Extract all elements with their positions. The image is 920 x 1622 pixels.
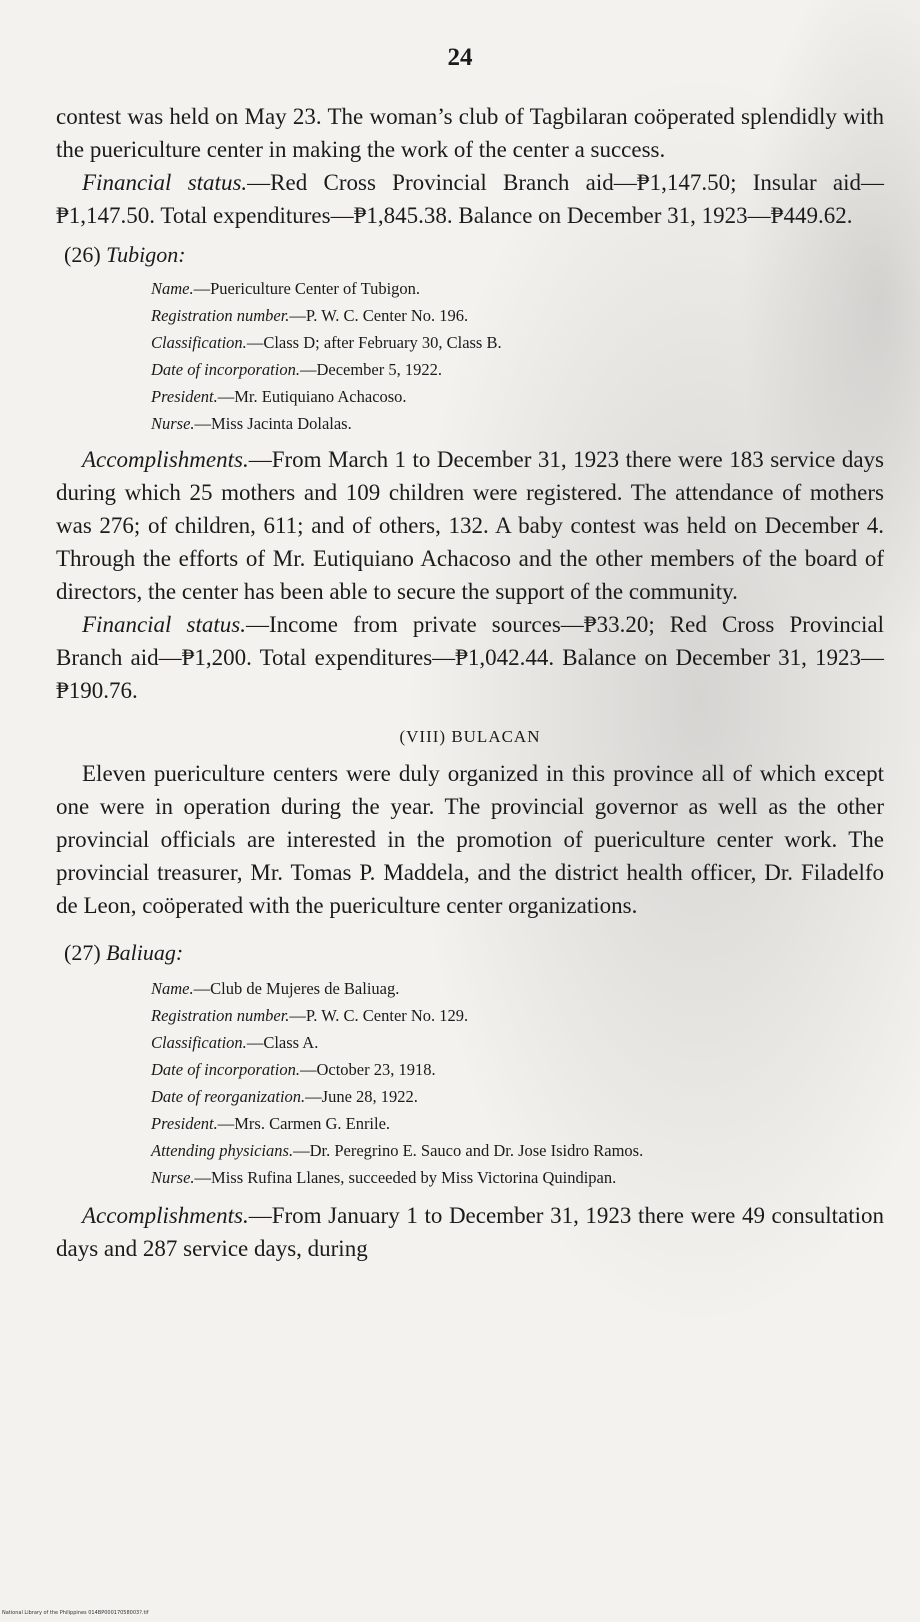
paragraph-financial-status-tagbilaran xyxy=(56,166,884,232)
accomplishments-label: Accomplishments. xyxy=(82,1203,249,1228)
record-field-value: —Dr. Peregrino E. Sauco and Dr. Jose Isidro Ramos. xyxy=(293,1141,644,1160)
section-title-bulacan: (VIII) BULACAN xyxy=(399,727,541,746)
record-field-label: Nurse. xyxy=(151,414,195,433)
record-field xyxy=(151,1002,884,1029)
center-record-baliuag xyxy=(56,975,884,1191)
record-field-label: Classification. xyxy=(151,333,247,352)
accomplishments-text: —From March 1 to December 31, 1923 there were 183 service days during which 25 mothers and 109 children were registered. The attendance of mothers was 276; of children, 611; and of others, 132. A baby contest was held on December 4. Through the efforts of Mr. Eutiquiano Achacoso and the other members of the board of directors, the center has been able to secure the support of the community. xyxy=(56,447,884,604)
record-field-label: Registration number. xyxy=(151,1006,290,1025)
paragraph-accomplishments-tubigon xyxy=(56,443,884,608)
paragraph-continuation: contest was held on May 23. The woman’s club of Tagbilaran coöperated splendidly with the puericulture center in making the work of the center a success. xyxy=(56,104,884,162)
record-field-label: Name. xyxy=(151,979,194,998)
record-field-label: President. xyxy=(151,1114,218,1133)
financial-status-label: Financial status. xyxy=(82,170,248,195)
paragraph-bulacan-intro: Eleven puericulture centers were duly organized in this province all of which except one were in operation during the year. The provincial governor as well as the other provincial officials are interested in the promotion of puericulture center work. The provincial treasurer, Mr. Tomas P. Maddela, and the district health officer, Dr. Filadelfo de Leon, coöperated with the puericulture center organizations. xyxy=(56,761,884,918)
record-field-label: Name. xyxy=(151,279,194,298)
record-field-value: —June 28, 1922. xyxy=(305,1087,418,1106)
record-field-value: —P. W. C. Center No. 129. xyxy=(289,1006,469,1025)
record-field-label: President. xyxy=(151,387,218,406)
center-name: Tubigon: xyxy=(106,242,186,267)
record-field-label: Classification. xyxy=(151,1033,247,1052)
center-number: (26) xyxy=(64,242,101,267)
record-field-label: Date of reorganization. xyxy=(151,1087,306,1106)
financial-status-label: Financial status. xyxy=(82,612,246,637)
record-field-value: —Class D; after February 30, Class B. xyxy=(246,333,502,352)
record-field xyxy=(151,302,884,329)
record-field xyxy=(151,383,884,410)
record-field-value: —Mr. Eutiquiano Achacoso. xyxy=(217,387,407,406)
record-field-value: —Class A. xyxy=(246,1033,319,1052)
record-field-value: —Mrs. Carmen G. Enrile. xyxy=(217,1114,391,1133)
record-field-label: Attending physicians. xyxy=(151,1141,294,1160)
record-field-value: —P. W. C. Center No. 196. xyxy=(289,306,469,325)
paragraph-accomplishments-baliuag xyxy=(56,1199,884,1265)
accomplishments-text: —From January 1 to December 31, 1923 there were 49 consultation days and 287 service days, during xyxy=(56,1203,884,1261)
record-field-value: —December 5, 1922. xyxy=(299,360,442,379)
record-field-value: —Club de Mujeres de Baliuag. xyxy=(193,979,400,998)
center-number: (27) xyxy=(64,940,101,965)
center-name: Baliuag: xyxy=(106,940,184,965)
financial-status-text: —Red Cross Provincial Branch aid—₱1,147.50; Insular aid—₱1,147.50. Total expenditures—₱1,845.38. Balance on December 31, 1923—₱449.62. xyxy=(56,170,884,228)
paragraph-financial-status-tubigon xyxy=(56,608,884,707)
record-field xyxy=(151,1164,884,1191)
record-field-label: Nurse. xyxy=(151,1168,195,1187)
record-field xyxy=(151,975,884,1002)
record-field xyxy=(151,356,884,383)
center-record-tubigon xyxy=(56,275,884,437)
center-heading-baliuag xyxy=(56,936,884,969)
page-body xyxy=(56,100,884,1265)
financial-status-text: —Income from private sources—₱33.20; Red Cross Provincial Branch aid—₱1,200. Total expenditures—₱1,042.44. Balance on December 31, 1923—₱190.76. xyxy=(56,612,884,703)
record-field xyxy=(151,410,884,437)
accomplishments-label: Accomplishments. xyxy=(82,447,249,472)
page-number: 24 xyxy=(447,44,473,71)
record-field xyxy=(151,1137,884,1164)
record-field xyxy=(151,1029,884,1056)
record-field-label: Registration number. xyxy=(151,306,290,325)
center-heading-tubigon xyxy=(56,238,884,271)
record-field-value: —Miss Rufina Llanes, succeeded by Miss Victorina Quindipan. xyxy=(194,1168,617,1187)
record-field-label: Date of incorporation. xyxy=(151,1060,300,1079)
record-field xyxy=(151,1110,884,1137)
record-field-value: —Miss Jacinta Dolalas. xyxy=(194,414,352,433)
record-field xyxy=(151,275,884,302)
record-field-label: Date of incorporation. xyxy=(151,360,300,379)
record-field xyxy=(151,1056,884,1083)
record-field-value: —Puericulture Center of Tubigon. xyxy=(193,279,421,298)
record-field xyxy=(151,329,884,356)
scan-footer: National Library of the Philippines 014BP00017058003?.tif xyxy=(2,1610,149,1616)
record-field-value: —October 23, 1918. xyxy=(299,1060,436,1079)
record-field xyxy=(151,1083,884,1110)
